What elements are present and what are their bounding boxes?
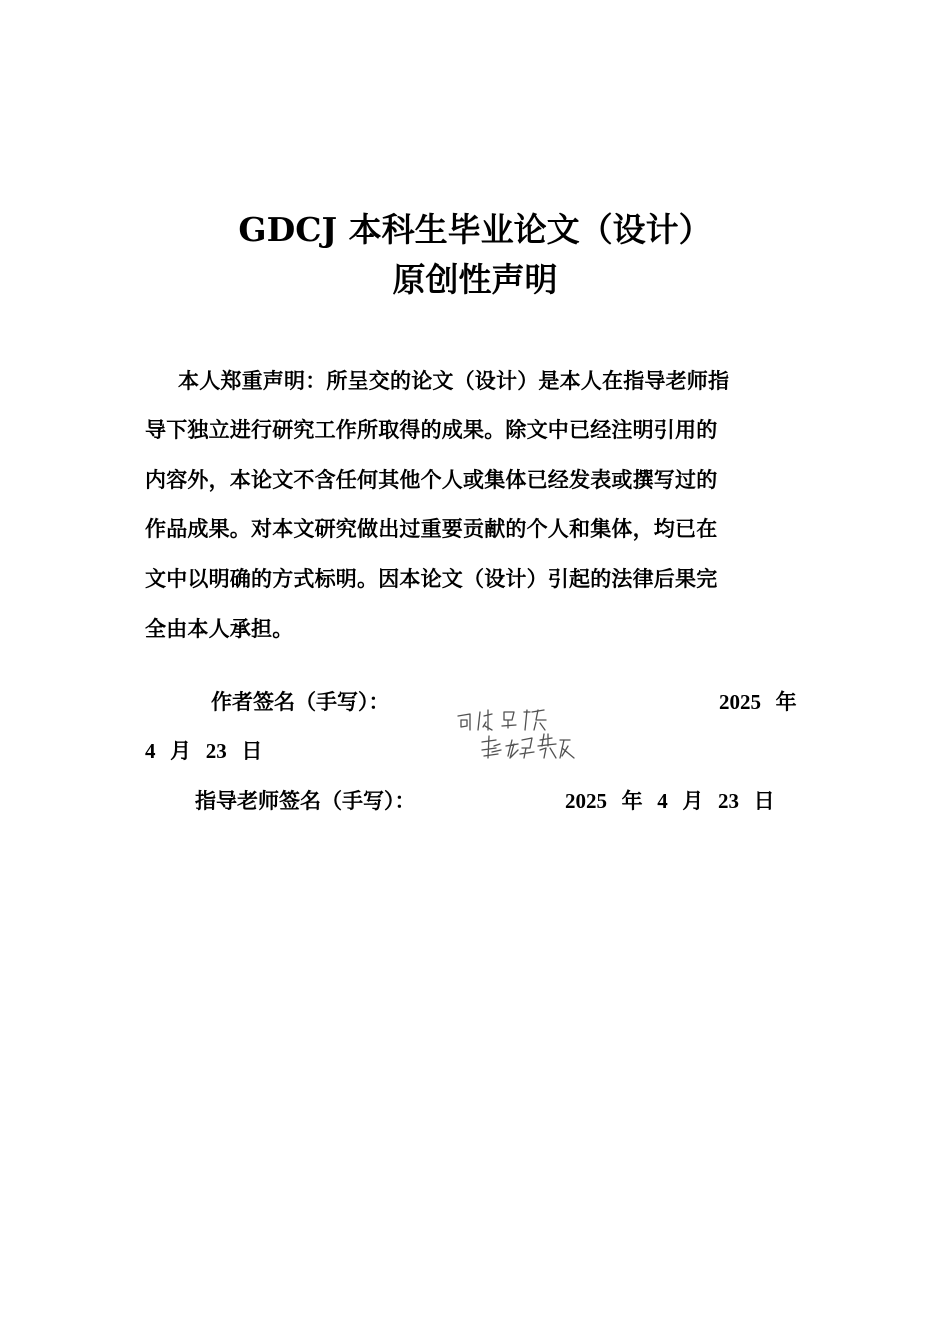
declaration-line: 全由本人承担。 xyxy=(145,616,294,641)
declaration-line: 本人郑重声明：所呈交的论文（设计）是本人在指导老师指 xyxy=(178,368,730,393)
advisor-month-value: 4 xyxy=(657,789,668,813)
author-year-value: 2025 xyxy=(719,690,761,714)
handwritten-signature-image xyxy=(452,700,584,766)
author-month-value: 4 xyxy=(145,739,156,763)
author-signature-month-day xyxy=(145,736,262,766)
advisor-signature-date xyxy=(565,786,775,816)
document-subtitle: 原创性声明 xyxy=(392,260,558,299)
declaration-line: 导下独立进行研究工作所取得的成果。除文中已经注明引用的 xyxy=(145,417,718,442)
advisor-day-unit: 日 xyxy=(753,788,775,813)
declaration-line: 作品成果。对本文研究做出过重要贡献的个人和集体，均已在 xyxy=(145,516,718,541)
author-year-unit: 年 xyxy=(775,689,797,714)
author-day-value: 23 xyxy=(205,739,227,763)
advisor-signature-label: 指导老师签名（手写）： xyxy=(195,788,416,813)
advisor-year-unit: 年 xyxy=(621,788,643,813)
author-day-unit: 日 xyxy=(241,738,263,763)
declaration-line: 文中以明确的方式标明。因本论文（设计）引起的法律后果完 xyxy=(145,566,718,591)
author-signature-label: 作者签名（手写）： xyxy=(211,689,390,714)
declaration-line: 内容外，本论文不含任何其他个人或集体已经发表或撰写过的 xyxy=(145,467,718,492)
author-month-unit: 月 xyxy=(170,738,192,763)
advisor-day-value: 23 xyxy=(718,789,739,813)
advisor-year-value: 2025 xyxy=(565,789,607,813)
advisor-month-unit: 月 xyxy=(682,788,704,813)
document-title: GDCJ 本科生毕业论文（设计） xyxy=(238,210,712,249)
author-signature-year xyxy=(719,687,797,717)
